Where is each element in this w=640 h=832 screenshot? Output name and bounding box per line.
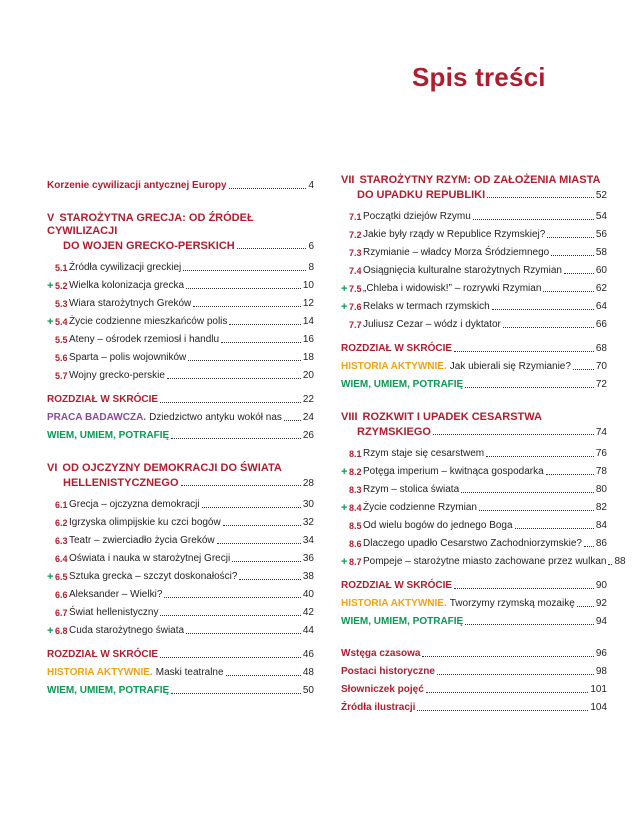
lesson-entry[interactable] [47, 493, 314, 511]
page-number: 12 [302, 298, 314, 309]
extra-entry-green[interactable] [341, 373, 607, 391]
extra-label: HISTORIA AKTYWNIE. [47, 667, 153, 678]
page-number: 101 [590, 684, 607, 695]
dot-leader [465, 387, 594, 388]
chapter-title-line2-row[interactable] [47, 475, 314, 489]
lesson-title: Życie codzienne mieszkańców polis [69, 316, 228, 327]
lesson-number: 8.5 [349, 521, 362, 531]
lesson-number: 7.5 [349, 284, 362, 294]
dot-leader [160, 615, 300, 616]
page-number: 54 [595, 211, 607, 222]
lesson-number: 7.1 [349, 212, 362, 222]
chapter-title-line1: STAROŻYTNY RZYM: OD ZAŁOŻENIA MIASTA [359, 174, 601, 186]
extra-entry-orange[interactable] [47, 661, 314, 679]
dot-leader [473, 219, 594, 220]
lesson-entry[interactable] [47, 346, 314, 364]
lesson-entry[interactable] [341, 223, 607, 241]
lesson-title: Wiara starożytnych Greków [69, 298, 192, 309]
lesson-number: 6.7 [55, 608, 68, 618]
page-number: 70 [595, 361, 607, 372]
lesson-entry[interactable] [47, 256, 314, 274]
lesson-title: Aleksander – Wielki? [69, 589, 163, 600]
appendix-label: Wstęga czasowa [341, 648, 421, 659]
dot-leader [503, 327, 594, 328]
page-number: 14 [302, 316, 314, 327]
dot-leader [221, 342, 301, 343]
dot-leader [461, 492, 594, 493]
chapter-title-line2-row[interactable] [341, 424, 607, 438]
dot-leader [546, 474, 594, 475]
chapter-roman-numeral: VII [341, 174, 355, 186]
lesson-number: 8.3 [349, 485, 362, 495]
extra-label: PRACA BADAWCZA. [47, 412, 147, 423]
page-number: 64 [595, 301, 607, 312]
appendix-label: Źródła ilustracji [341, 702, 416, 713]
page-number: 40 [302, 589, 314, 600]
dot-leader [486, 456, 594, 457]
page-number: 94 [595, 616, 607, 627]
dot-leader [547, 237, 594, 238]
dot-leader [181, 485, 301, 486]
dot-leader [202, 507, 301, 508]
chapter-title-line1: STAROŻYTNA GRECJA: OD ŹRÓDEŁ CYWILIZACJI [47, 212, 254, 237]
lesson-number: 6.6 [55, 590, 68, 600]
lesson-number: 7.4 [349, 266, 362, 276]
lesson-entry[interactable] [47, 529, 314, 547]
dot-leader [229, 324, 300, 325]
lesson-title: Rzym – stolica świata [363, 484, 460, 495]
plus-icon: + [341, 283, 348, 295]
page-number: 20 [302, 370, 314, 381]
extra-entry-orange[interactable] [341, 592, 607, 610]
extra-entry-green[interactable] [341, 610, 607, 628]
dot-leader [193, 306, 301, 307]
lesson-title: Ateny – ośrodek rzemiosł i handlu [69, 334, 220, 345]
page-number: 88 [614, 556, 626, 567]
lesson-entry[interactable] [47, 583, 314, 601]
plus-icon: + [341, 301, 348, 313]
appendix-entry[interactable] [341, 642, 607, 660]
chapter-section [341, 411, 626, 628]
dot-leader [164, 597, 301, 598]
page-number: 46 [302, 649, 314, 660]
lesson-entry[interactable] [47, 364, 314, 382]
lesson-entry[interactable] [47, 292, 314, 310]
lesson-title: Od wielu bogów do jednego Boga [363, 520, 513, 531]
plus-icon: + [341, 466, 348, 478]
page-number: 30 [302, 499, 314, 510]
lesson-number: 7.6 [349, 302, 362, 312]
lesson-number: 6.2 [55, 518, 68, 528]
page-number: 50 [302, 685, 314, 696]
lesson-title: Źródła cywilizacji greckiej [69, 262, 182, 273]
chapter-roman-numeral: V [47, 212, 55, 224]
page-number: 42 [302, 607, 314, 618]
page-number: 56 [595, 229, 607, 240]
lesson-number: 7.2 [349, 230, 362, 240]
dot-leader [454, 588, 594, 589]
page-number: 44 [302, 625, 314, 636]
page-number: 58 [595, 247, 607, 258]
chapter-section [47, 212, 314, 442]
plus-icon: + [47, 316, 54, 328]
lesson-entry[interactable] [341, 460, 607, 478]
page-title: Spis treści [412, 62, 546, 92]
lesson-title: Grecja – ojczyzna demokracji [69, 499, 200, 510]
appendix-label: Postaci historyczne [341, 666, 435, 677]
dot-leader [217, 543, 301, 544]
page-number: 86 [595, 538, 607, 549]
lesson-title: Igrzyska olimpijskie ku czci bogów [69, 517, 221, 528]
chapter-title-line2: RZYMSKIEGO [357, 426, 431, 438]
plus-icon: + [47, 625, 54, 637]
page-number: 76 [595, 448, 607, 459]
lesson-list [47, 256, 314, 382]
lesson-title: Osiągnięcia kulturalne starożytnych Rzymian [363, 265, 562, 276]
extra-entry-red[interactable] [47, 643, 314, 661]
extra-subtitle: Maski teatralne [155, 667, 224, 678]
lesson-entry[interactable] [47, 511, 314, 529]
page-number: 10 [302, 280, 314, 291]
page-number: 98 [595, 666, 607, 677]
page-number: 72 [595, 379, 607, 390]
extra-entry-red[interactable] [341, 337, 607, 355]
dot-leader [186, 633, 301, 634]
chapter-title-line2: DO WOJEN GRECKO-PERSKICH [63, 240, 235, 252]
chapter-section [341, 174, 607, 391]
dot-leader [608, 564, 612, 565]
lesson-entry[interactable] [341, 241, 607, 259]
lesson-list [341, 205, 607, 331]
lesson-title: Oświata i nauka w starożytnej Grecji [69, 553, 231, 564]
chapter-title-line1: ROZKWIT I UPADEK CESARSTWA [362, 411, 542, 423]
extra-label: HISTORIA AKTYWNIE. [341, 598, 447, 609]
dot-leader [577, 606, 594, 607]
page-number: 6 [308, 241, 314, 252]
lesson-title: Życie codzienne Rzymian [363, 502, 477, 513]
lesson-entry[interactable] [47, 274, 314, 292]
page-number: 68 [595, 343, 607, 354]
page-number: 34 [302, 535, 314, 546]
lesson-number: 6.3 [55, 536, 68, 546]
dot-leader [465, 624, 594, 625]
lesson-number: 7.7 [349, 320, 362, 330]
lesson-number: 5.4 [55, 317, 68, 327]
page-number: 26 [302, 430, 314, 441]
dot-leader [186, 288, 301, 289]
plus-icon: + [47, 280, 54, 292]
lesson-entry[interactable] [341, 478, 607, 496]
page-number: 78 [595, 466, 607, 477]
page-number: 80 [595, 484, 607, 495]
appendix-list [341, 642, 607, 714]
dot-leader [454, 351, 594, 352]
chapter-roman-numeral: VIII [341, 411, 358, 423]
lesson-list [47, 493, 314, 637]
dot-leader [426, 692, 589, 693]
page-number: 16 [302, 334, 314, 345]
dot-leader [433, 434, 594, 435]
extra-label: ROZDZIAŁ W SKRÓCIE [341, 343, 453, 354]
lesson-number: 8.7 [349, 557, 362, 567]
appendix-label: Słowniczek pojęć [341, 684, 424, 695]
lesson-title: Wojny grecko-perskie [69, 370, 165, 381]
dot-leader [543, 291, 594, 292]
lesson-title: Pompeje – starożytne miasto zachowane przez wulkan [363, 556, 607, 567]
lesson-title: Początki dziejów Rzymu [363, 211, 471, 222]
toc-entry-intro[interactable] [47, 174, 314, 192]
chapter-title[interactable] [47, 212, 314, 238]
lesson-entry[interactable] [47, 547, 314, 565]
dot-leader [492, 309, 594, 310]
lesson-entry[interactable] [47, 328, 314, 346]
extra-entry-orange[interactable] [341, 355, 607, 373]
dot-leader [183, 270, 306, 271]
chapter-title[interactable] [341, 174, 607, 187]
lesson-number: 5.3 [55, 299, 68, 309]
page-number: 74 [595, 427, 607, 438]
lesson-entry[interactable] [47, 310, 314, 328]
lesson-entry[interactable] [341, 442, 607, 460]
page-number: 104 [590, 702, 607, 713]
lesson-title: Wielka kolonizacja grecka [69, 280, 185, 291]
dot-leader [422, 656, 593, 657]
lesson-title: Świat hellenistyczny [69, 607, 159, 618]
lesson-list [341, 442, 626, 568]
extra-label: ROZDZIAŁ W SKRÓCIE [341, 580, 453, 591]
extra-entry-red[interactable] [47, 388, 314, 406]
dot-leader [564, 273, 594, 274]
lesson-title: Sztuka grecka – szczyt doskonałości? [69, 571, 238, 582]
chapter-title[interactable] [47, 462, 314, 475]
lesson-title: Relaks w termach rzymskich [363, 301, 490, 312]
dot-leader [237, 248, 307, 249]
dot-leader [551, 255, 594, 256]
dot-leader [167, 378, 301, 379]
lesson-number: 5.7 [55, 371, 68, 381]
dot-leader [188, 360, 301, 361]
lesson-entry[interactable] [341, 514, 607, 532]
lesson-entry[interactable] [341, 532, 607, 550]
lesson-title: Juliusz Cezar – wódz i dyktator [363, 319, 501, 330]
lesson-title: „Chleba i widowisk!” – rozrywki Rzymian [363, 283, 542, 294]
lesson-number: 5.2 [55, 281, 68, 291]
extra-label: WIEM, UMIEM, POTRAFIĘ [341, 379, 464, 390]
lesson-number: 5.5 [55, 335, 68, 345]
dot-leader [160, 402, 301, 403]
chapter-title-line2: DO UPADKU REPUBLIKI [357, 189, 486, 201]
lesson-number: 5.6 [55, 353, 68, 363]
lesson-number: 6.4 [55, 554, 68, 564]
dot-leader [284, 420, 301, 421]
dot-leader [171, 438, 301, 439]
page-number: 32 [302, 517, 314, 528]
dot-leader [437, 674, 594, 675]
chapter-title-line1: OD OJCZYZNY DEMOKRACJI DO ŚWIATA [62, 462, 282, 474]
dot-leader [479, 510, 594, 511]
chapter-section [47, 462, 314, 697]
appendix-entry[interactable] [341, 660, 607, 678]
lesson-number: 7.3 [349, 248, 362, 258]
lesson-entry[interactable] [341, 277, 607, 295]
lesson-title: Rzymianie – władcy Morza Śródziemnego [363, 247, 550, 258]
page-number: 8 [308, 262, 314, 273]
lesson-title: Rzym staje się cesarstwem [363, 448, 485, 459]
dot-leader [229, 188, 307, 189]
lesson-number: 5.1 [55, 263, 68, 273]
lesson-title: Teatr – zwierciadło życia Greków [69, 535, 215, 546]
dot-leader [487, 197, 594, 198]
extra-entry-green[interactable] [47, 424, 314, 442]
appendix-entry[interactable] [341, 678, 607, 696]
lesson-title: Potęga imperium – kwitnąca gospodarka [363, 466, 544, 477]
toc-left-column [47, 174, 314, 697]
lesson-number: 6.1 [55, 500, 68, 510]
extra-subtitle: Tworzymy rzymską mozaikę [449, 598, 575, 609]
lesson-title: Sparta – polis wojowników [69, 352, 187, 363]
page-number: 92 [595, 598, 607, 609]
lesson-number: 8.6 [349, 539, 362, 549]
page-number: 18 [302, 352, 314, 363]
plus-icon: + [341, 502, 348, 514]
page-number: 90 [595, 580, 607, 591]
chapter-title-line2-row[interactable] [341, 187, 607, 201]
dot-leader [223, 525, 301, 526]
page-number: 48 [302, 667, 314, 678]
plus-icon: + [341, 556, 348, 568]
lesson-title: Dlaczego upadło Cesarstwo Zachodniorzymskie? [363, 538, 582, 549]
lesson-number: 6.5 [55, 572, 68, 582]
lesson-number: 8.1 [349, 449, 362, 459]
page-number: 96 [595, 648, 607, 659]
lesson-entry[interactable] [341, 259, 607, 277]
extra-label: HISTORIA AKTYWNIE. [341, 361, 447, 372]
lesson-entry[interactable] [341, 295, 607, 313]
extra-entry-red[interactable] [341, 574, 607, 592]
dot-leader [171, 693, 301, 694]
chapter-title[interactable] [341, 411, 607, 424]
lesson-entry[interactable] [47, 601, 314, 619]
page-number: 84 [595, 520, 607, 531]
dot-leader [239, 579, 300, 580]
dot-leader [226, 675, 301, 676]
lesson-entry[interactable] [341, 205, 607, 223]
lesson-title: Cuda starożytnego świata [69, 625, 185, 636]
page-number: 36 [302, 553, 314, 564]
page-number: 62 [595, 283, 607, 294]
extra-subtitle: Jak ubierali się Rzymianie? [449, 361, 571, 372]
dot-leader [160, 657, 301, 658]
lesson-entry[interactable] [341, 550, 626, 568]
plus-icon: + [47, 571, 54, 583]
lesson-entry[interactable] [341, 496, 607, 514]
appendix-entry[interactable] [341, 696, 607, 714]
chapter-roman-numeral: VI [47, 462, 58, 474]
page-number: 4 [308, 180, 314, 191]
extra-label: WIEM, UMIEM, POTRAFIĘ [341, 616, 464, 627]
lesson-entry[interactable] [341, 313, 607, 331]
extra-label: WIEM, UMIEM, POTRAFIĘ [47, 430, 170, 441]
lesson-title: Jakie były rządy w Republice Rzymskiej? [363, 229, 546, 240]
extra-entry-green[interactable] [47, 679, 314, 697]
extra-label: ROZDZIAŁ W SKRÓCIE [47, 649, 159, 660]
page-number: 24 [302, 412, 314, 423]
dot-leader [232, 561, 301, 562]
dot-leader [584, 546, 594, 547]
extra-label: WIEM, UMIEM, POTRAFIĘ [47, 685, 170, 696]
page-number: 60 [595, 265, 607, 276]
dot-leader [515, 528, 594, 529]
chapter-title-line2: HELLENISTYCZNEGO [63, 477, 179, 489]
page-number: 22 [302, 394, 314, 405]
page-number: 28 [302, 478, 314, 489]
extra-label: ROZDZIAŁ W SKRÓCIE [47, 394, 159, 405]
lesson-number: 8.2 [349, 467, 362, 477]
dot-leader [573, 369, 594, 370]
lesson-number: 6.8 [55, 626, 68, 636]
lesson-number: 8.4 [349, 503, 362, 513]
dot-leader [417, 710, 588, 711]
chapter-title-line2-row[interactable] [47, 238, 314, 252]
extra-subtitle: Dziedzictwo antyku wokół nas [149, 412, 282, 423]
lesson-entry[interactable] [47, 565, 314, 583]
page-number: 52 [595, 190, 607, 201]
entry-label: Korzenie cywilizacji antycznej Europy [47, 180, 227, 191]
extra-entry-purple[interactable] [47, 406, 314, 424]
toc-right-column [341, 174, 626, 714]
page-number: 38 [302, 571, 314, 582]
page-number: 66 [595, 319, 607, 330]
lesson-entry[interactable] [47, 619, 314, 637]
page-number: 82 [595, 502, 607, 513]
